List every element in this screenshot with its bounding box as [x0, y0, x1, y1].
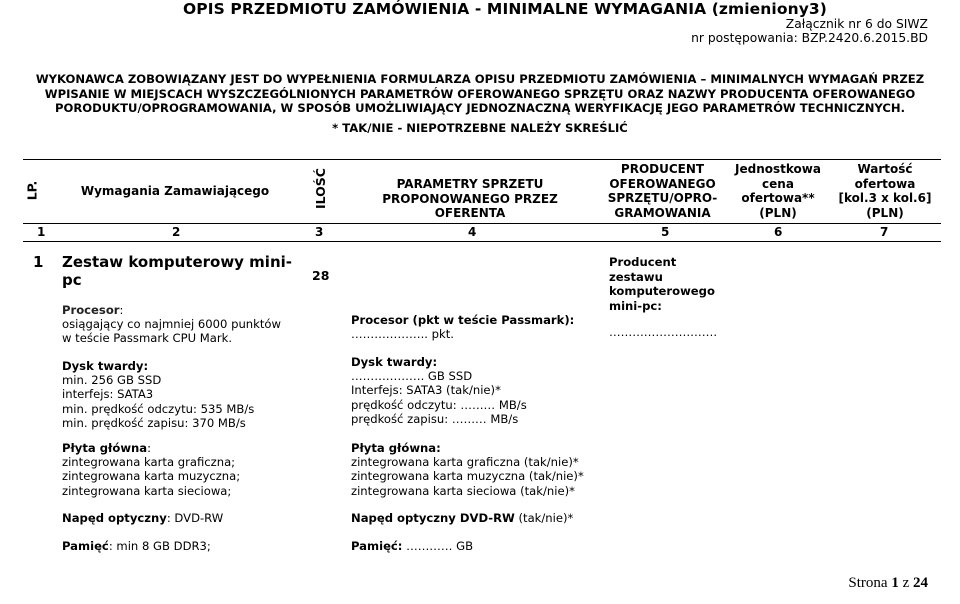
producer-line1: Producent — [609, 255, 677, 269]
req-optical-drive — [62, 511, 223, 525]
col-number-4: 4 — [468, 225, 477, 239]
header-unit-price — [728, 162, 828, 220]
header-producer-line2: OFEROWANEGO — [609, 176, 716, 191]
offer-disk-line3: prędkość odczytu: ……… MB/s — [351, 397, 527, 412]
col-number-3: 3 — [315, 225, 324, 239]
offer-drive-value: (tak/nie)* — [514, 511, 574, 525]
req-drive-label: Napęd optyczny — [62, 511, 167, 525]
offer-ram-label: Pamięć: — [351, 539, 403, 553]
req-ram-value: : min 8 GB DDR3; — [108, 539, 211, 553]
offer-disk-line2: Interfejs: SATA3 (tak/nie)* — [351, 383, 501, 398]
producer-line5: ………………………. — [609, 325, 718, 339]
header-unit-line1: Jednostkowa — [735, 162, 821, 176]
req-disk-label: Dysk twardy: — [62, 359, 149, 373]
attachment-info — [691, 17, 928, 45]
offer-mb-line3: zintegrowana karta sieciowa (tak/nie)* — [351, 483, 575, 498]
header-parameters-line2: PROPONOWANEGO PRZEZ OFERENTA — [382, 191, 558, 220]
row-quantity: 28 — [312, 268, 330, 283]
req-mb-colon: : — [147, 441, 152, 455]
offer-disk — [351, 355, 527, 426]
header-producer-line3: SPRZĘTU/OPRO- — [607, 191, 718, 205]
producer-line2: zestawu — [609, 269, 663, 284]
req-disk-line4: min. prędkość zapisu: 370 MB/s — [62, 415, 246, 430]
req-mb-line2: zintegrowana karta muzyczna; — [62, 469, 241, 484]
producer-field — [609, 255, 717, 340]
col-number-2: 2 — [172, 225, 181, 239]
req-memory — [62, 539, 211, 553]
header-unit-line4: (PLN) — [759, 205, 797, 220]
offer-cpu-line2: ……………….. pkt. — [351, 327, 454, 342]
offer-cpu — [351, 313, 574, 341]
row-lp: 1 — [33, 253, 44, 271]
header-parameters-line1: PARAMETRY SPRZETU — [396, 177, 544, 191]
req-drive-value: : DVD-RW — [166, 511, 224, 525]
row-product-name-line2: pc — [62, 271, 82, 289]
document-title: OPIS PRZEDMIOTU ZAMÓWIENIA - MINIMALNE WYMAGANIA (zmieniony3) — [183, 0, 827, 18]
col-number-1: 1 — [37, 225, 46, 239]
header-lp: LP. — [24, 180, 40, 201]
page-total: 24 — [913, 575, 928, 591]
req-cpu — [62, 303, 281, 346]
offer-disk-line1: ………………. GB SSD — [351, 369, 473, 384]
req-ram-label: Pamięć — [62, 539, 109, 553]
req-cpu-line1: osiągający co najmniej 6000 punktów — [62, 317, 281, 332]
offer-drive-label: Napęd optyczny DVD-RW — [351, 511, 515, 525]
offer-ram-value: ………… GB — [402, 539, 474, 553]
header-bottom-border — [23, 223, 941, 224]
col-number-7: 7 — [880, 225, 889, 239]
offer-mb-line1: zintegrowana karta graficzna (tak/nie)* — [351, 455, 579, 470]
offer-disk-line4: prędkość zapisu: ……… MB/s — [351, 411, 519, 426]
offer-motherboard — [351, 441, 584, 498]
instruction-notice: WYKONAWCA ZOBOWIĄZANY JEST DO WYPEŁNIENIA FORMULARZA OPISU PRZEDMIOTU ZAMÓWIENIA – MINIMALNYCH WYMAGAŃ PRZEZ WPISANIE W MIEJSCACH WYSZCZEGÓLNIONYCH PARAMETRÓW OFEROWANEGO SPRZĘTU ORAZ NAZWY PRODUCENTA OFEROWANEGO PORODUKTU/OPROGRAMOWANIA, W SPOSÓB UMOŻLIWIAJĄCY JEDNOZNACZNĄ WERYFIKACJĘ JEGO PARAMETRÓW TECHNICZNYCH. — [35, 72, 925, 115]
page-footer — [848, 575, 928, 592]
header-parameters — [345, 177, 595, 221]
col-number-5: 5 — [661, 225, 670, 239]
offer-cpu-line1: Procesor (pkt w teście Passmark): — [351, 313, 575, 327]
header-producer — [600, 162, 725, 220]
req-motherboard — [62, 441, 240, 498]
req-disk-line2: interfejs: SATA3 — [62, 387, 154, 402]
req-disk — [62, 359, 254, 430]
numbers-bottom-border — [23, 241, 941, 242]
offer-mb-line2: zintegrowana karta muzyczna (tak/nie)* — [351, 469, 584, 484]
page-number: 1 — [891, 575, 899, 591]
req-mb-label: Płyta główna — [62, 441, 148, 455]
header-value-line2: ofertowa — [854, 176, 916, 191]
tak-nie-notice: * TAK/NIE - NIEPOTRZEBNE NALEŻY SKREŚLIĆ — [332, 121, 628, 135]
req-disk-line1: min. 256 GB SSD — [62, 373, 162, 388]
row-product-name-line1: Zestaw komputerowy mini- — [62, 253, 292, 271]
offer-disk-label: Dysk twardy: — [351, 355, 438, 369]
req-cpu-label: Procesor — [62, 303, 120, 317]
header-value-line1: Wartość — [857, 162, 913, 176]
header-producer-line1: PRODUCENT — [620, 162, 705, 176]
header-value-line3: [kol.3 x kol.6] — [838, 191, 932, 205]
req-cpu-line2: w teście Passmark CPU Mark. — [62, 331, 233, 346]
producer-line4: mini-pc: — [609, 298, 662, 313]
offer-memory — [351, 539, 473, 553]
req-cpu-colon: : — [119, 303, 124, 317]
req-disk-line3: min. prędkość odczytu: 535 MB/s — [62, 401, 255, 416]
header-unit-line2: cena — [762, 176, 794, 191]
header-requirements: Wymagania Zamawiającego — [80, 184, 270, 198]
header-total-value — [830, 162, 940, 220]
header-quantity: ILOŚĆ — [312, 168, 328, 209]
header-producer-line4: GRAMOWANIA — [614, 205, 711, 220]
page-mid: z — [898, 575, 913, 591]
col-number-6: 6 — [774, 225, 783, 239]
row-product-name — [62, 253, 292, 289]
header-unit-line3: ofertowa** — [741, 191, 815, 205]
producer-line3: komputerowego — [609, 284, 715, 298]
req-mb-line1: zintegrowana karta graficzna; — [62, 455, 236, 470]
page-prefix: Strona — [848, 575, 892, 591]
table-top-border — [23, 159, 941, 160]
req-mb-line3: zintegrowana karta sieciowa; — [62, 483, 232, 498]
offer-mb-label: Płyta główna: — [351, 441, 441, 455]
attachment-label: Załącznik nr 6 do SIWZ — [785, 17, 928, 31]
offer-optical-drive — [351, 511, 573, 525]
procedure-number: nr postępowania: BZP.2420.6.2015.BD — [691, 31, 928, 45]
header-value-line4: (PLN) — [866, 205, 904, 220]
